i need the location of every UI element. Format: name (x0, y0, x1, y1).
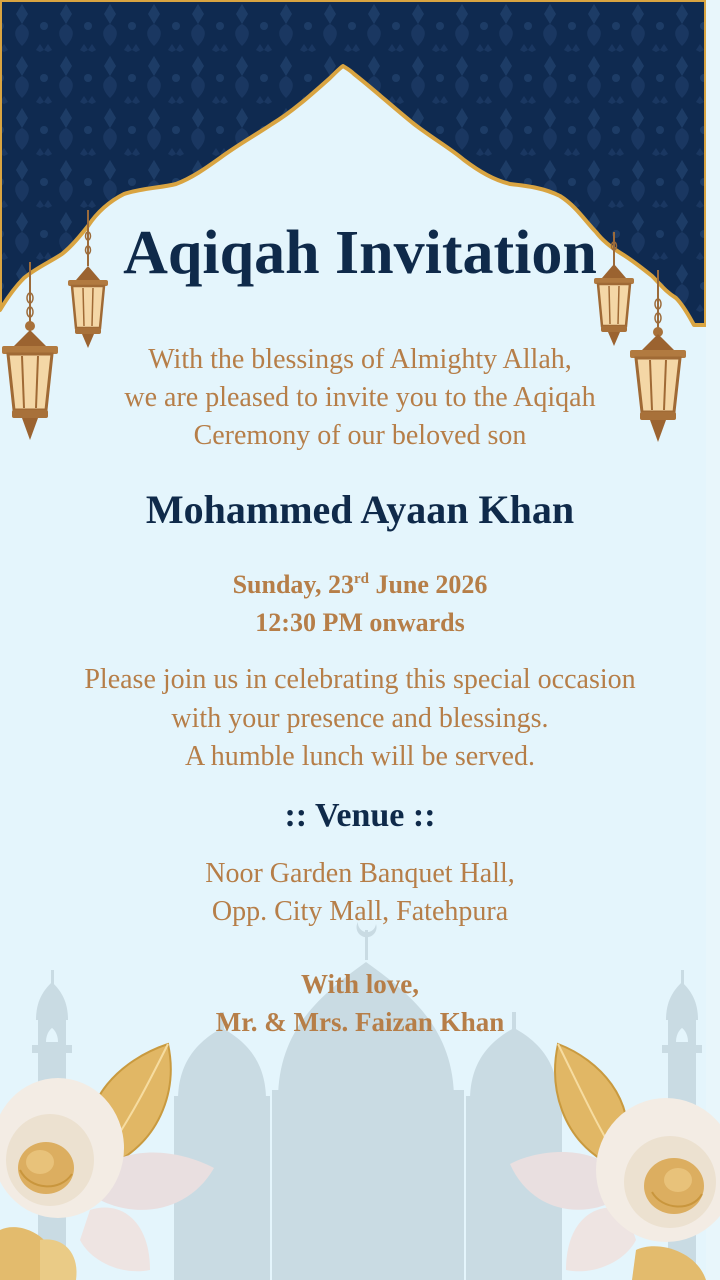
rose-flower (506, 1040, 720, 1280)
venue-heading: :: Venue :: (284, 797, 436, 834)
message-line: A humble lunch will be served. (185, 741, 535, 772)
child-name: Mohammed Ayaan Khan (145, 487, 575, 532)
signoff (0, 965, 720, 1041)
blessing-message (0, 341, 720, 455)
message-line: Please join us in celebrating this special occasion (84, 664, 636, 695)
invitation-title: Aqiqah Invitation (123, 219, 597, 287)
event-time: 12:30 PM onwards (255, 608, 465, 637)
venue-line: Noor Garden Banquet Hall, (205, 858, 515, 889)
blessing-line: With the blessings of Almighty Allah, (148, 344, 572, 375)
event-date-time (0, 566, 720, 642)
date-ordinal: rd (353, 571, 369, 587)
date-month-year: June 2026 (368, 570, 488, 599)
host-names: Mr. & Mrs. Faizan Khan (215, 1007, 505, 1037)
date-day: Sunday, 23 (232, 570, 354, 599)
message-line: with your presence and blessings. (171, 702, 549, 734)
blessing-line: Ceremony of our beloved son (193, 420, 527, 451)
blessing-line: we are pleased to invite you to the Aqiqah (124, 382, 596, 413)
venue-address (0, 855, 720, 931)
venue-line: Opp. City Mall, Fatehpura (211, 896, 509, 927)
event-date (0, 566, 720, 604)
rose-flower (0, 1040, 220, 1280)
signoff-line: With love, (300, 969, 419, 999)
join-message (0, 661, 720, 777)
